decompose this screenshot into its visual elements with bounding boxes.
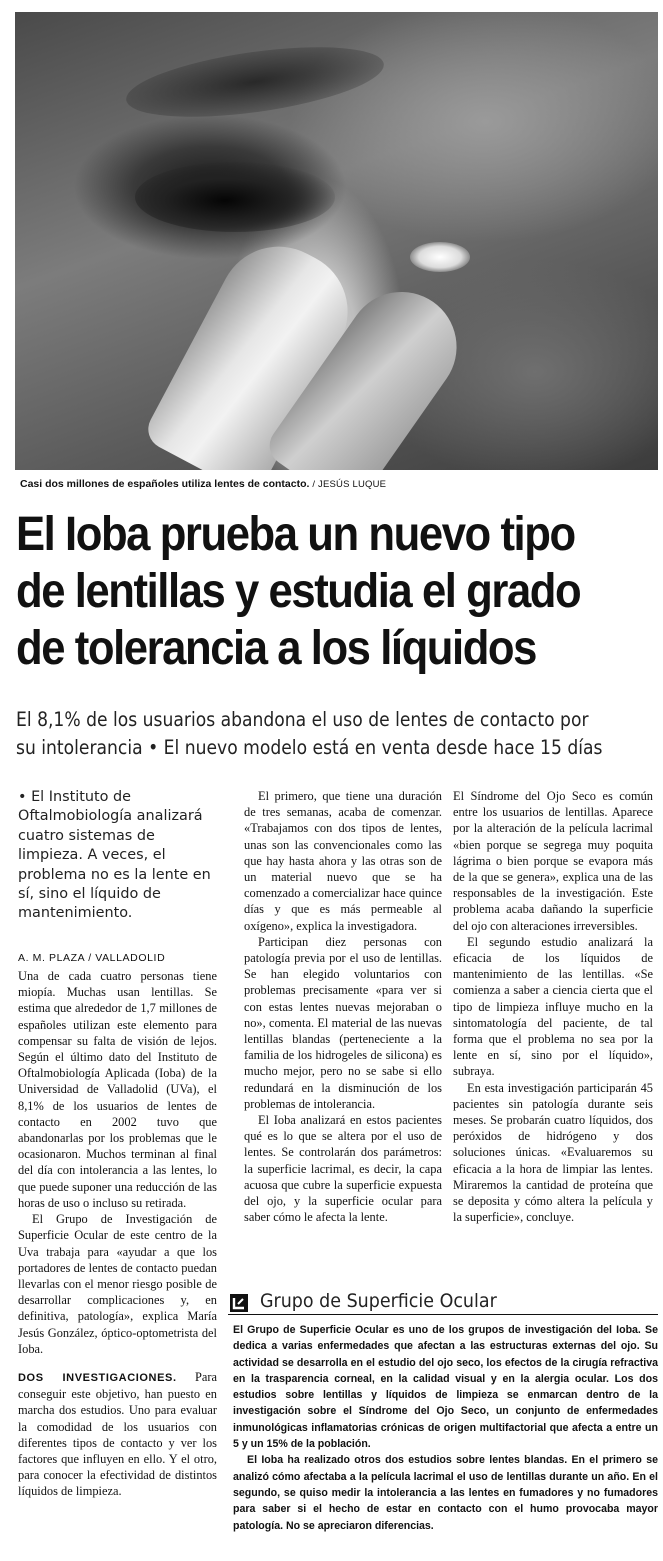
headline [16,506,663,677]
photo-credit: / JESÚS LUQUE [312,479,387,490]
subheadline [16,706,663,762]
paragraph-gap [18,1357,217,1369]
photo-caption [20,478,386,490]
sidebar-box-title: Grupo de Superficie Ocular [260,1290,497,1312]
col1-paragraph-3 [18,1369,217,1500]
section-heading: DOS INVESTIGACIONES. [18,1371,177,1384]
article-column-1 [18,788,217,1500]
photo-brow-shade [122,34,388,130]
sidebar-box [228,1289,658,1539]
subheadline-line-2: su intolerancia • El nuevo modelo está en venta desde hace 15 días [16,736,603,759]
col3-paragraph-3: En esta investigación participarán 45 pacientes sin patología durante seis meses. Se probarán cuatro líquidos, dos peróxidos de hidrógeno y dos soluciones únicas. «Evaluaremos su eficacia a la hora de limpiar las lentes. Miraremos la cantidad de proteína que se deposita y cómo altera la película y la superficie», concluye. [453,1080,653,1225]
caption-text: Casi dos millones de españoles utiliza lentes de contacto. [20,478,310,490]
col2-paragraph-1: El primero, que tiene una duración de tres semanas, acaba de comenzar. «Trabajamos con dos tipos de lentes, unas son las convencionales como las que hay hasta ahora y las otras son de un material nuevo que se ha comenzado a comercializar hace quince días y que es más permeable al oxígeno», explica la investigadora. [244,789,442,933]
headline-line-3: de tolerancia a los líquidos [16,621,537,675]
photo-eye-shade [135,162,335,232]
subheadline-line-1: El 8,1% de los usuarios abandona el uso de lentes de contacto por [16,708,589,731]
lead-summary: • El Instituto de Oftalmobiología analizará cuatro sistemas de limpieza. A veces, el problema no es la lente en sí, sino el líquido de mantenimiento. [18,789,211,922]
photo-contact-lens [410,242,470,272]
sidebar-box-body [233,1322,658,1534]
col2-paragraph-2: Participan diez personas con patología previa por el uso de lentillas. Se han elegido voluntarios con problemas precisamente «para ver si con estas lentes nuevas mejoraban o no», comenta. El material de las nuevas lentillas blandas (perteneciente a la familia de los hidrogeles de silicona) es mucho mejor, pero no se sabe si ello redundará en la disminución de los problemas de intolerancia. [244,934,442,1111]
article-column-3 [453,788,653,1225]
sidebar-box-header [228,1289,658,1315]
col1-paragraph-3-text: Para conseguir este objetivo, han puesto en marcha dos estudios. Uno para evaluar la comodidad de los usuarios con diferentes tipos de contacto y ver los factores que influyen en ello. Y el otro, para conocer la efectividad de distintos líquidos de limpieza. [18,1369,217,1499]
col3-paragraph-2: El segundo estudio analizará la eficacia de los líquidos de mantenimiento de las lentillas. «Se comienza a saber a ciencia cierta que el tipo de limpieza influye mucho en la sintomatología del paciente, de tal forma que el problema no sea por la lente en sí, sino por el líquido», subraya. [453,934,653,1079]
col1-paragraph-1: Una de cada cuatro personas tiene miopía. Muchas usan lentillas. Se estima que alrededor de 1,7 millones de españoles utilizan este elemento para compensar su falta de visión de lejos. Según el último dato del Instituto de Oftalmobiología Aplicada (Ioba) de la Universidad de Valladolid (UVa), el 8,1% de los usuarios de lentes de contacto en 2002 tuvo que abandonarlas por los problemas que le ocasionaron. Muchos terminan al final del día con intolerancia a las lentes, lo que puede suponer una reducción de las horas de uso o incluso su retirada. [18,969,217,1210]
article-column-2 [244,788,442,1225]
sidebar-paragraph-2: El Ioba ha realizado otros dos estudios sobre lentes blandas. En el primero se analizó cómo afectaba a la película lacrimal el uso de lentillas durante un año. En el segundo, se quiso medir la intolerancia a las lentes en fumadores y no fumadores para saber si el hecho de estar en contacto con el humo provocaba mayor patología. No se apreciaron diferencias. [233,1454,658,1532]
headline-line-2: de lentillas y estudia el grado [16,564,581,618]
col3-paragraph-1: El Síndrome del Ojo Seco es común entre los usuarios de lentillas. Aparece por la alteración de la película lacrimal «bien porque se segrega muy poquita lágrima o bien porque se evapora más de la que se genera», explica una de las responsables de la investigación. Este problema acaba dañando la superficie del ojo con alteraciones irreversibles. [453,789,653,933]
byline: A. M. PLAZA / VALLADOLID [18,951,166,964]
article-photo [15,12,658,470]
sidebar-paragraph-1: El Grupo de Superficie Ocular es uno de los grupos de investigación del Ioba. Se dedica a varias enfermedades que afectan a las estructuras externas del ojo. Su actividad se desarrolla en el estudio del ojo seco, los efectos de la cirugía refractiva en la trasparencia corneal, en la calidad visual y en la alergia ocular. Los dos estudios sobre lentillas y líquidos de limpieza se enmarcan dentro de la investigación sobre el Síndrome del Ojo Seco, un conjunto de enfermedades inmunológicas inflamatorias crónicas de origen multifactorial que afecta a entre un 5 y un 15% de la población. [233,1324,658,1451]
section-marker-icon [230,1294,248,1312]
headline-line-1: El Ioba prueba un nuevo tipo [16,507,575,561]
col2-paragraph-3: El Ioba analizará en estos pacientes qué es lo que se altera por el uso de lentes. Se controlarán dos parámetros: la superficie lacrimal, es decir, la capa acuosa que cubre la superficie expuesta del ojo, y la superficie ocular para saber cómo le afecta la lente. [244,1113,442,1225]
col1-paragraph-2: El Grupo de Investigación de Superficie Ocular de este centro de la Uva trabaja para «ayudar a que los portadores de lentes de contacto puedan llevarlas con el menor riesgo posible de desarrollar complicaciones y, en definitiva, patología», explica María Jesús González, óptico-optometrista del Ioba. [18,1212,217,1356]
